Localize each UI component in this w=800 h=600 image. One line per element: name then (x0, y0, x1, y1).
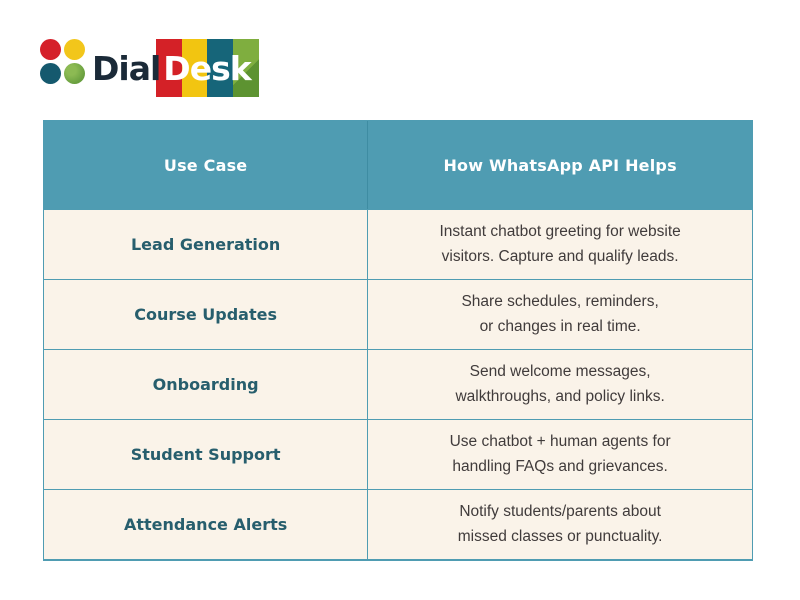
table-row (44, 209, 752, 279)
table-row (44, 489, 752, 559)
logo-wordmark (92, 49, 257, 88)
usecase-table (43, 120, 753, 561)
use-case-cell: Onboarding (44, 350, 368, 419)
table-row (44, 349, 752, 419)
help-text: Use chatbot + human agents for handling FAQs and grievances. (449, 433, 671, 475)
use-case-cell: Course Updates (44, 280, 368, 349)
logo-dot-teal-icon (40, 63, 61, 84)
help-text: Instant chatbot greeting for website visitors. Capture and qualify leads. (439, 223, 681, 265)
help-cell (368, 280, 752, 349)
help-text: Share schedules, reminders, or changes in real time. (461, 293, 659, 335)
use-case-cell: Attendance Alerts (44, 490, 368, 559)
help-text: Notify students/parents about missed classes or punctuality. (457, 503, 663, 545)
column-header-use-case: Use Case (44, 121, 368, 209)
help-cell (368, 420, 752, 489)
table-row (44, 419, 752, 489)
logo-dot-red-icon (40, 39, 61, 60)
help-cell (368, 490, 752, 559)
logo-dot-yellow-icon (64, 39, 85, 60)
logo-text-dial: Dial (92, 49, 161, 88)
help-cell (368, 210, 752, 279)
use-case-cell: Lead Generation (44, 210, 368, 279)
logo-dots-icon (40, 39, 85, 84)
help-cell (368, 350, 752, 419)
column-header-how-whatsapp-api-helps: How WhatsApp API Helps (443, 155, 677, 175)
table-header-row (44, 121, 752, 209)
logo-dot-green-icon (64, 63, 85, 84)
dialdesk-logo (40, 39, 257, 88)
use-case-cell: Student Support (44, 420, 368, 489)
table-row (44, 279, 752, 349)
logo-text-desk: Desk (163, 49, 251, 88)
logo-desk-block (159, 49, 256, 88)
help-text: Send welcome messages, walkthroughs, and policy links. (455, 363, 665, 405)
